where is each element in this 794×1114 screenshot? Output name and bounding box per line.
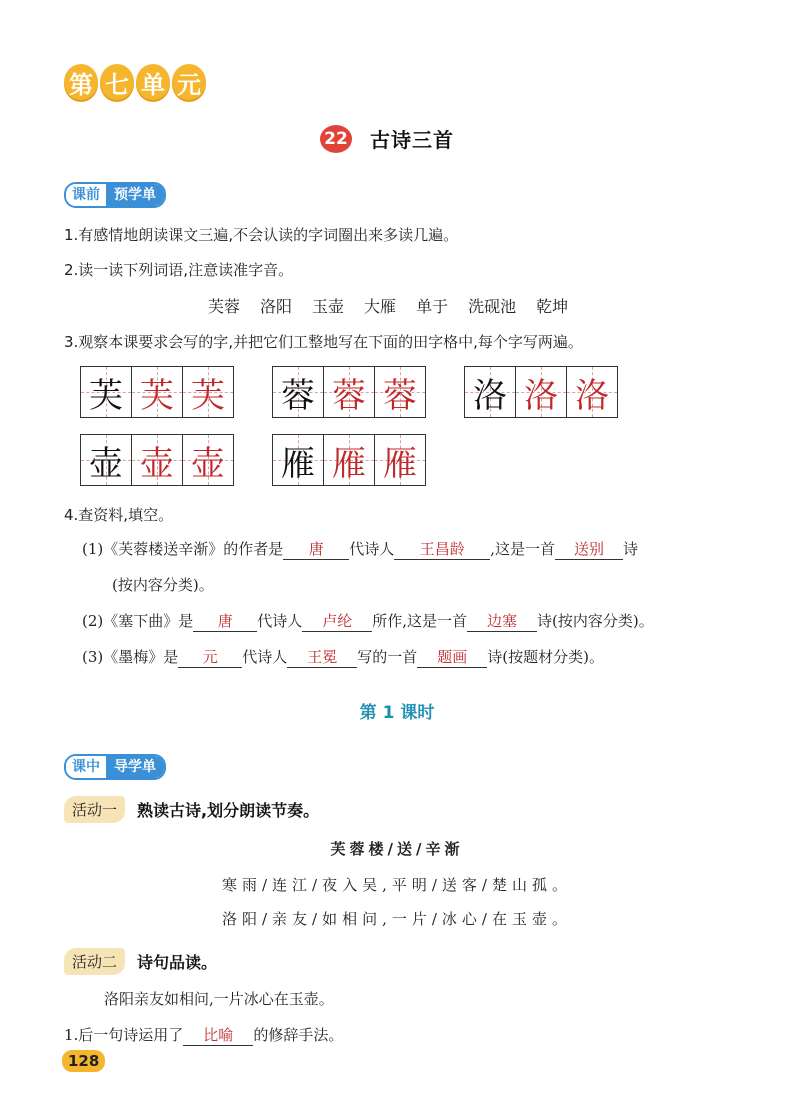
lesson-title: 古诗三首 [370, 128, 454, 152]
question-5: 1.后一句诗运用了 比喻 的修辞手法。 [64, 1026, 344, 1044]
grid-cell[interactable]: 芙 [132, 367, 183, 417]
question-1: 1.有感情地朗读课文三遍,不会认读的字词圈出来多读几遍。 [64, 226, 459, 244]
answer-blank[interactable]: 卢纶 [302, 610, 372, 632]
writing-grid-yan [272, 434, 426, 486]
grid-cell[interactable]: 壶 [132, 435, 183, 485]
grid-cell[interactable]: 蓉 [324, 367, 375, 417]
answer-blank[interactable]: 送别 [555, 538, 623, 560]
grid-cell[interactable]: 洛 [516, 367, 567, 417]
grid-cell: 壶 [81, 435, 132, 485]
pre-class-tag-label: 课前 [66, 184, 106, 206]
word-item: 单于 [416, 297, 449, 316]
grid-cell[interactable]: 壶 [183, 435, 233, 485]
word-list [208, 294, 568, 317]
lesson-period-heading: 第 1 课时 [359, 703, 435, 723]
word-item: 乾坤 [536, 297, 569, 316]
answer-blank[interactable]: 王冕 [287, 646, 357, 668]
unit-badge-char: 元 [172, 64, 206, 100]
writing-grid-hu [80, 434, 234, 486]
grid-cell[interactable]: 洛 [567, 367, 617, 417]
unit-badge-char: 单 [136, 64, 170, 100]
word-item: 芙蓉 [208, 297, 241, 316]
answer-blank[interactable]: 王昌龄 [394, 538, 490, 560]
writing-grid-luo [464, 366, 618, 418]
poem-title: 芙蓉楼/送/辛渐 [330, 840, 464, 858]
answer-blank[interactable]: 元 [178, 646, 242, 668]
unit-badge-char: 七 [100, 64, 134, 100]
lesson-header [320, 124, 454, 153]
page-number: 128 [62, 1050, 105, 1072]
question-4: 4.查资料,填空。 [64, 506, 174, 524]
answer-blank[interactable]: 题画 [417, 646, 487, 668]
mid-class-tag-label: 课中 [66, 756, 106, 778]
activity-2 [64, 948, 217, 975]
lesson-number-badge: 22 [320, 125, 352, 153]
answer-blank[interactable]: 唐 [283, 538, 349, 560]
poem-line-2: 洛阳/亲友/如相问,一片/冰心/在玉壶。 [222, 910, 572, 928]
answer-blank[interactable]: 比喻 [183, 1024, 253, 1046]
grid-cell[interactable]: 芙 [183, 367, 233, 417]
grid-cell[interactable]: 蓉 [375, 367, 425, 417]
fill-line-3: (3)《墨梅》是 元 代诗人 王冕 写的一首 题画 诗(按题材分类)。 [82, 648, 604, 666]
grid-cell: 蓉 [273, 367, 324, 417]
grid-cell[interactable]: 雁 [375, 435, 425, 485]
mid-class-tag [64, 754, 166, 780]
writing-grid-fu [80, 366, 234, 418]
question-2: 2.读一读下列词语,注意读准字音。 [64, 261, 294, 279]
activity-1 [64, 796, 319, 823]
word-item: 洛阳 [260, 297, 293, 316]
poem-quote: 洛阳亲友如相问,一片冰心在玉壶。 [104, 990, 334, 1008]
fill-line-1-note: (按内容分类)。 [112, 576, 214, 594]
word-item: 洗砚池 [468, 297, 517, 316]
grid-cell: 洛 [465, 367, 516, 417]
writing-grid-rong [272, 366, 426, 418]
pre-class-tag [64, 182, 166, 208]
fill-line-2: (2)《塞下曲》是 唐 代诗人 卢纶 所作,这是一首 边塞 诗(按内容分类)。 [82, 612, 654, 630]
activity-2-tag: 活动二 [64, 948, 125, 975]
answer-blank[interactable]: 边塞 [467, 610, 537, 632]
pre-class-tag-sub: 预学单 [106, 184, 164, 206]
activity-1-title: 熟读古诗,划分朗读节奏。 [137, 801, 320, 820]
word-item: 玉壶 [312, 297, 345, 316]
grid-cell: 芙 [81, 367, 132, 417]
question-3: 3.观察本课要求会写的字,并把它们工整地写在下面的田字格中,每个字写两遍。 [64, 333, 583, 351]
word-item: 大雁 [364, 297, 397, 316]
grid-cell: 雁 [273, 435, 324, 485]
unit-badge-char: 第 [64, 64, 98, 100]
activity-1-tag: 活动一 [64, 796, 125, 823]
answer-blank[interactable]: 唐 [193, 610, 257, 632]
mid-class-tag-sub: 导学单 [106, 756, 164, 778]
grid-cell[interactable]: 雁 [324, 435, 375, 485]
unit-badge [64, 64, 206, 100]
fill-line-1: (1)《芙蓉楼送辛渐》的作者是 唐 代诗人 王昌龄 ,这是一首 送别 诗 [82, 540, 639, 558]
activity-2-title: 诗句品读。 [137, 953, 218, 972]
poem-line-1: 寒雨/连江/夜入吴,平明/送客/楚山孤。 [222, 876, 572, 894]
